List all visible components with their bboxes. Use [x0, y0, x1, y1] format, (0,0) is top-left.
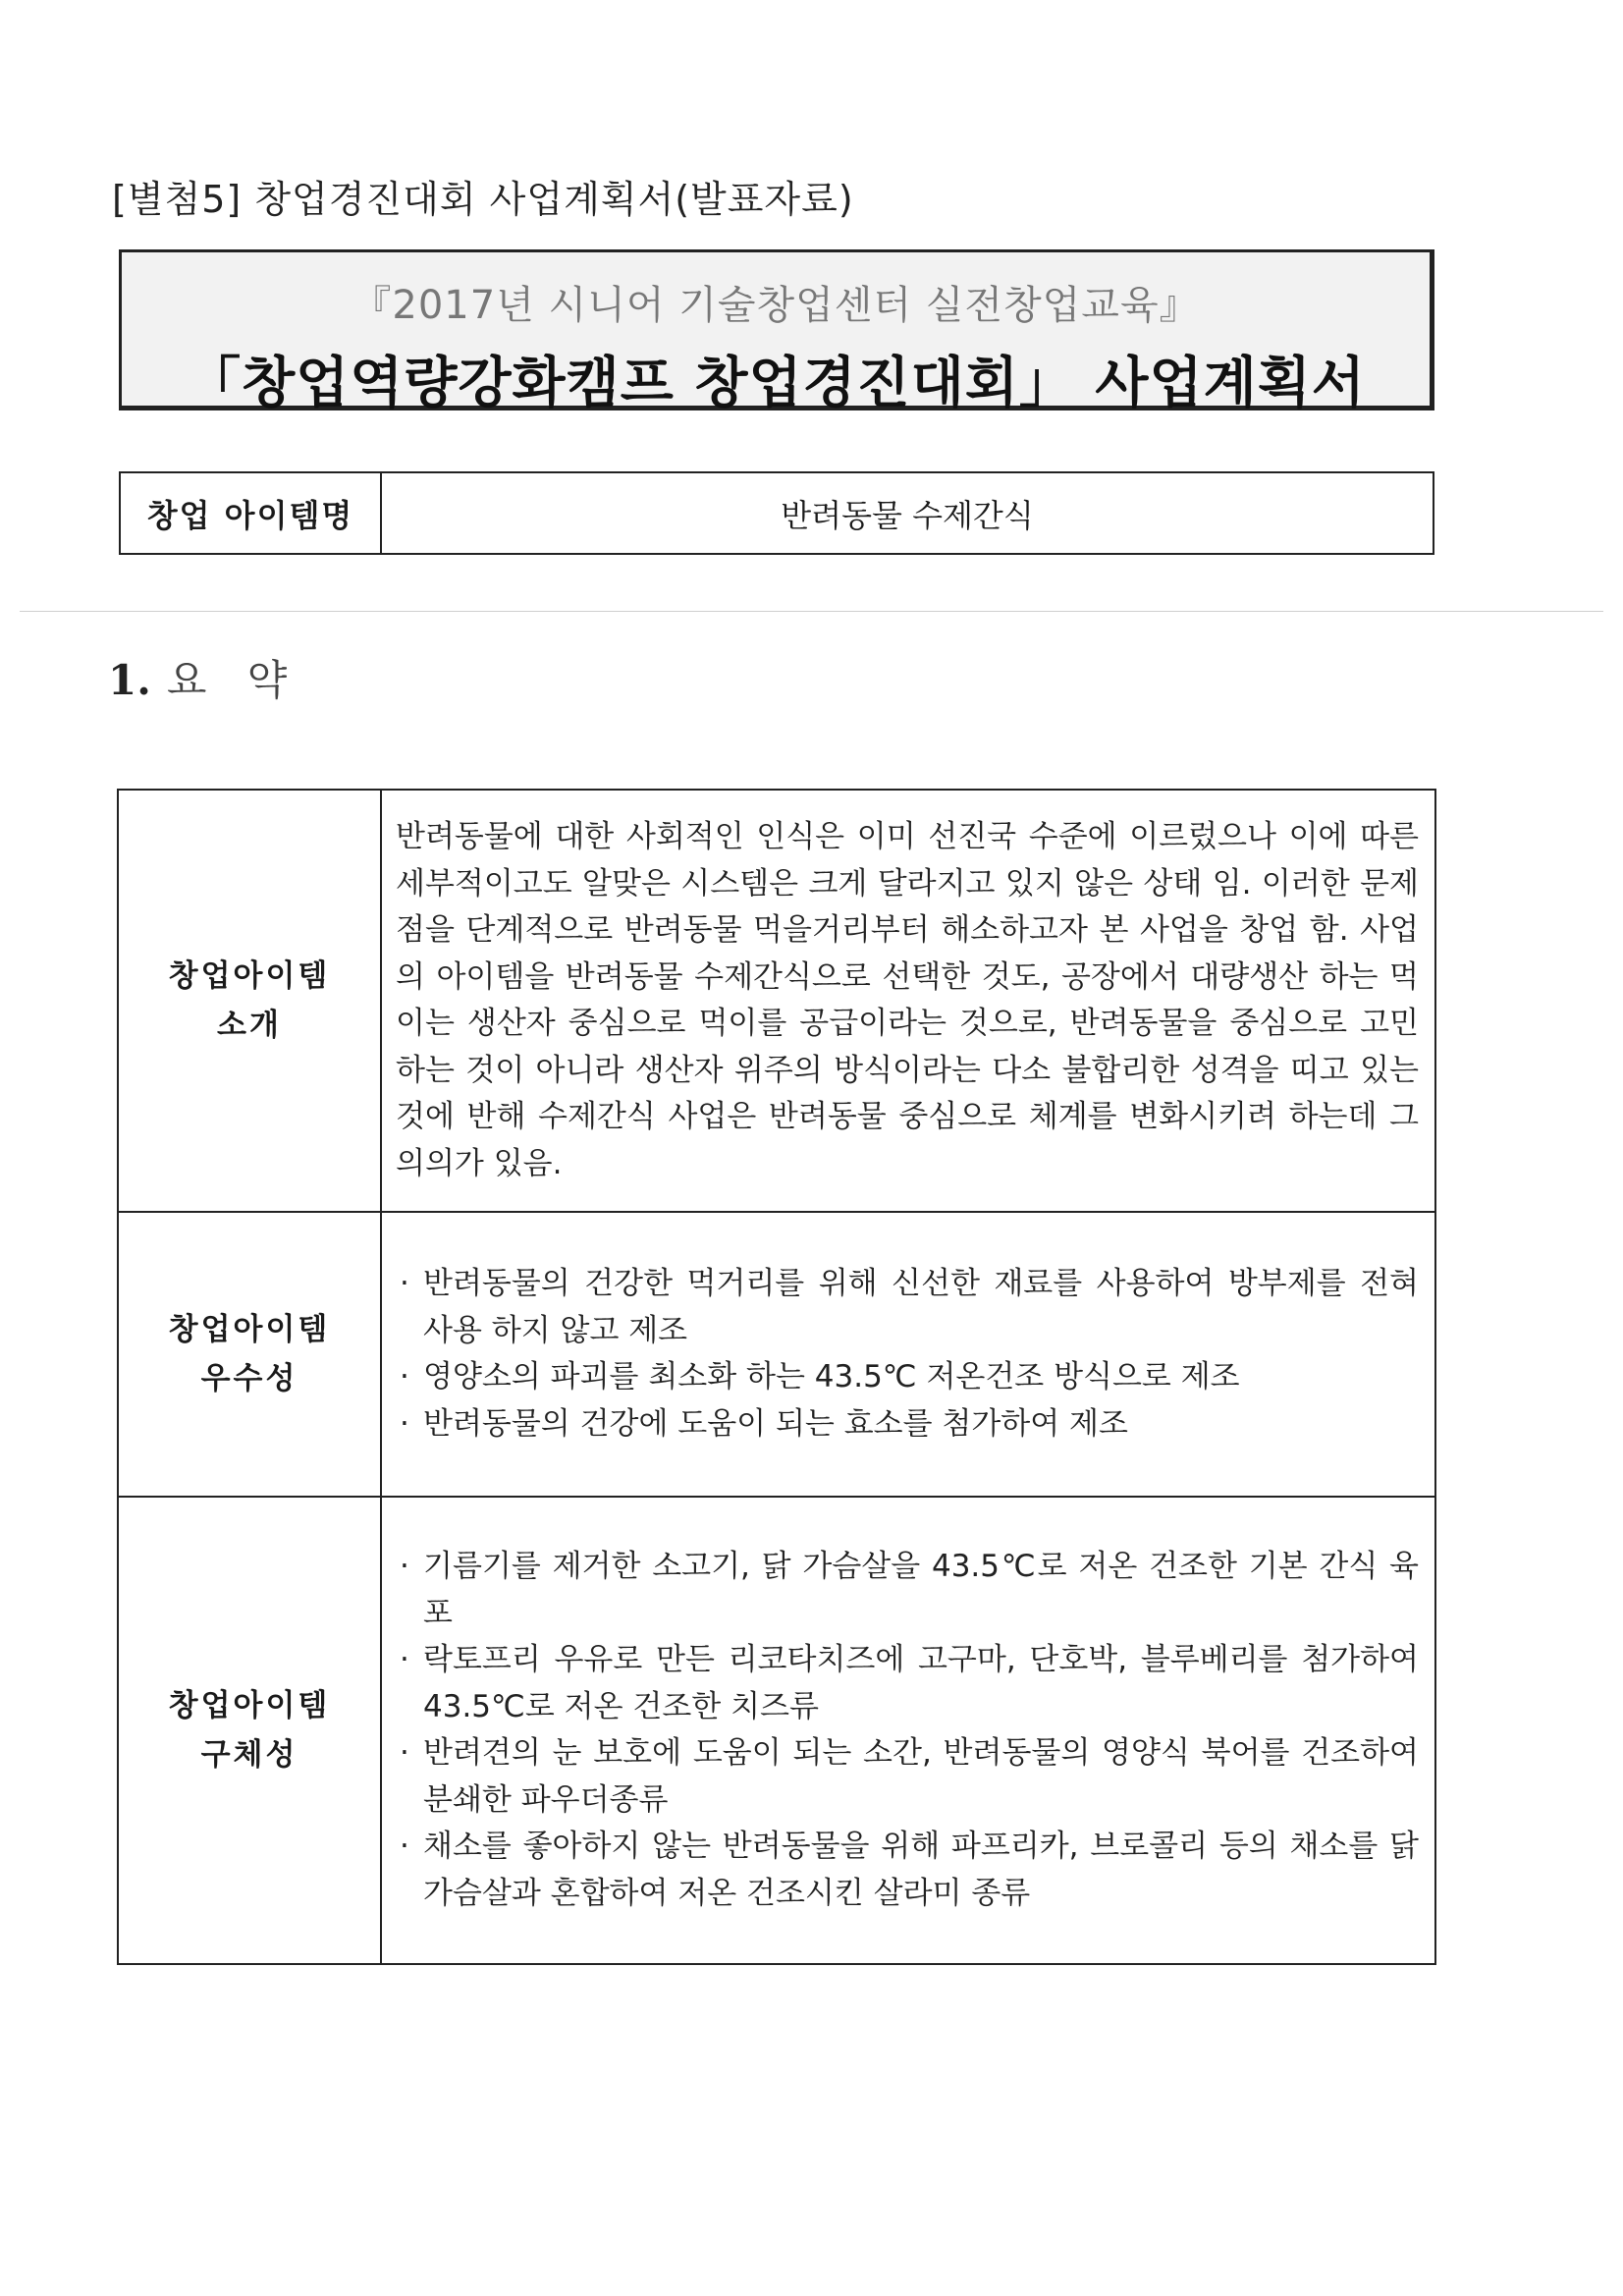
list-item: · 반려견의 눈 보호에 도움이 되는 소간, 반려동물의 영양식 북어를 건조하여 분쇄한 파우더종류 — [396, 1730, 1419, 1824]
item-name-label: 창업 아이템명 — [120, 472, 381, 554]
list-item: · 기름기를 제거한 소고기, 닭 가슴살을 43.5℃로 저온 건조한 기본 간식 육포 — [396, 1544, 1419, 1637]
table-row — [118, 1497, 1435, 1964]
list-item: · 반려동물의 건강한 먹거리를 위해 신선한 재료를 사용하여 방부제를 전혀 사용 하지 않고 제조 — [396, 1261, 1419, 1354]
list-item: · 영양소의 파괴를 최소화 하는 43.5℃ 저온건조 방식으로 제조 — [396, 1354, 1419, 1401]
item-name-table — [119, 471, 1434, 555]
intro-label-line1: 창업아이템 — [168, 958, 331, 994]
attachment-title: [별첨5] 창업경진대회 사업계획서(발표자료) — [112, 178, 854, 221]
intro-text: 반려동물에 대한 사회적인 인식은 이미 선진국 수준에 이르렀으나 이에 따른 세부적이고도 알맞은 시스템은 크게 달라지고 있지 않은 상태 임. 이러한 문제점을 단계적으로 반려동물 먹을거리부터 해소하고자 본 사업을 창업 함. 사업의 아이템을 반려동물 수제간식으로 선택한 것도, 공장에서 대량생산 하는 먹이는 생산자 중심으로 먹이를 공급이라는 것으로, 반려동물을 중심으로 고민하는 것이 아니라 생산자 위주의 방식이라는 다소 불합리한 성격을 띠고 있는 것에 반해 수제간식 사업은 반려동물 중심으로 체계를 변화시키려 하는데 그 의의가 있음. — [381, 790, 1435, 1212]
list-item: · 채소를 좋아하지 않는 반려동물을 위해 파프리카, 브로콜리 등의 채소를 닭가슴살과 혼합하여 저온 건조시킨 살라미 종류 — [396, 1824, 1419, 1917]
specifics-label — [118, 1497, 381, 1964]
section-title: 요 약 — [166, 656, 301, 704]
section-number: 1. — [108, 656, 151, 704]
title-subtitle: 『2017년 시니어 기술창업센터 실전창업교육』 — [352, 283, 1200, 328]
title-box — [119, 249, 1434, 415]
specifics-label-line1: 창업아이템 — [168, 1688, 331, 1723]
excellence-list — [381, 1212, 1435, 1497]
excellence-label-line1: 창업아이템 — [168, 1312, 331, 1347]
list-item: · 반려동물의 건강에 도움이 되는 효소를 첨가하여 제조 — [396, 1401, 1419, 1449]
specifics-label-line2: 구체성 — [200, 1737, 298, 1773]
page-divider — [20, 611, 1603, 612]
list-item: · 락토프리 우유로 만든 리코타치즈에 고구마, 단호박, 블루베리를 첨가하여 43.5℃로 저온 건조한 치즈류 — [396, 1637, 1419, 1730]
intro-label-line2: 소개 — [217, 1008, 282, 1043]
summary-table — [117, 789, 1436, 1965]
item-name-value: 반려동물 수제간식 — [381, 472, 1434, 554]
table-row — [118, 1212, 1435, 1497]
section-heading — [108, 648, 300, 707]
table-row — [118, 790, 1435, 1212]
title-main: 「창업역량강화캠프 창업경진대회」 사업계획서 — [186, 352, 1366, 415]
excellence-label — [118, 1212, 381, 1497]
intro-label — [118, 790, 381, 1212]
specifics-list — [381, 1497, 1435, 1964]
excellence-label-line2: 우수성 — [200, 1361, 298, 1396]
